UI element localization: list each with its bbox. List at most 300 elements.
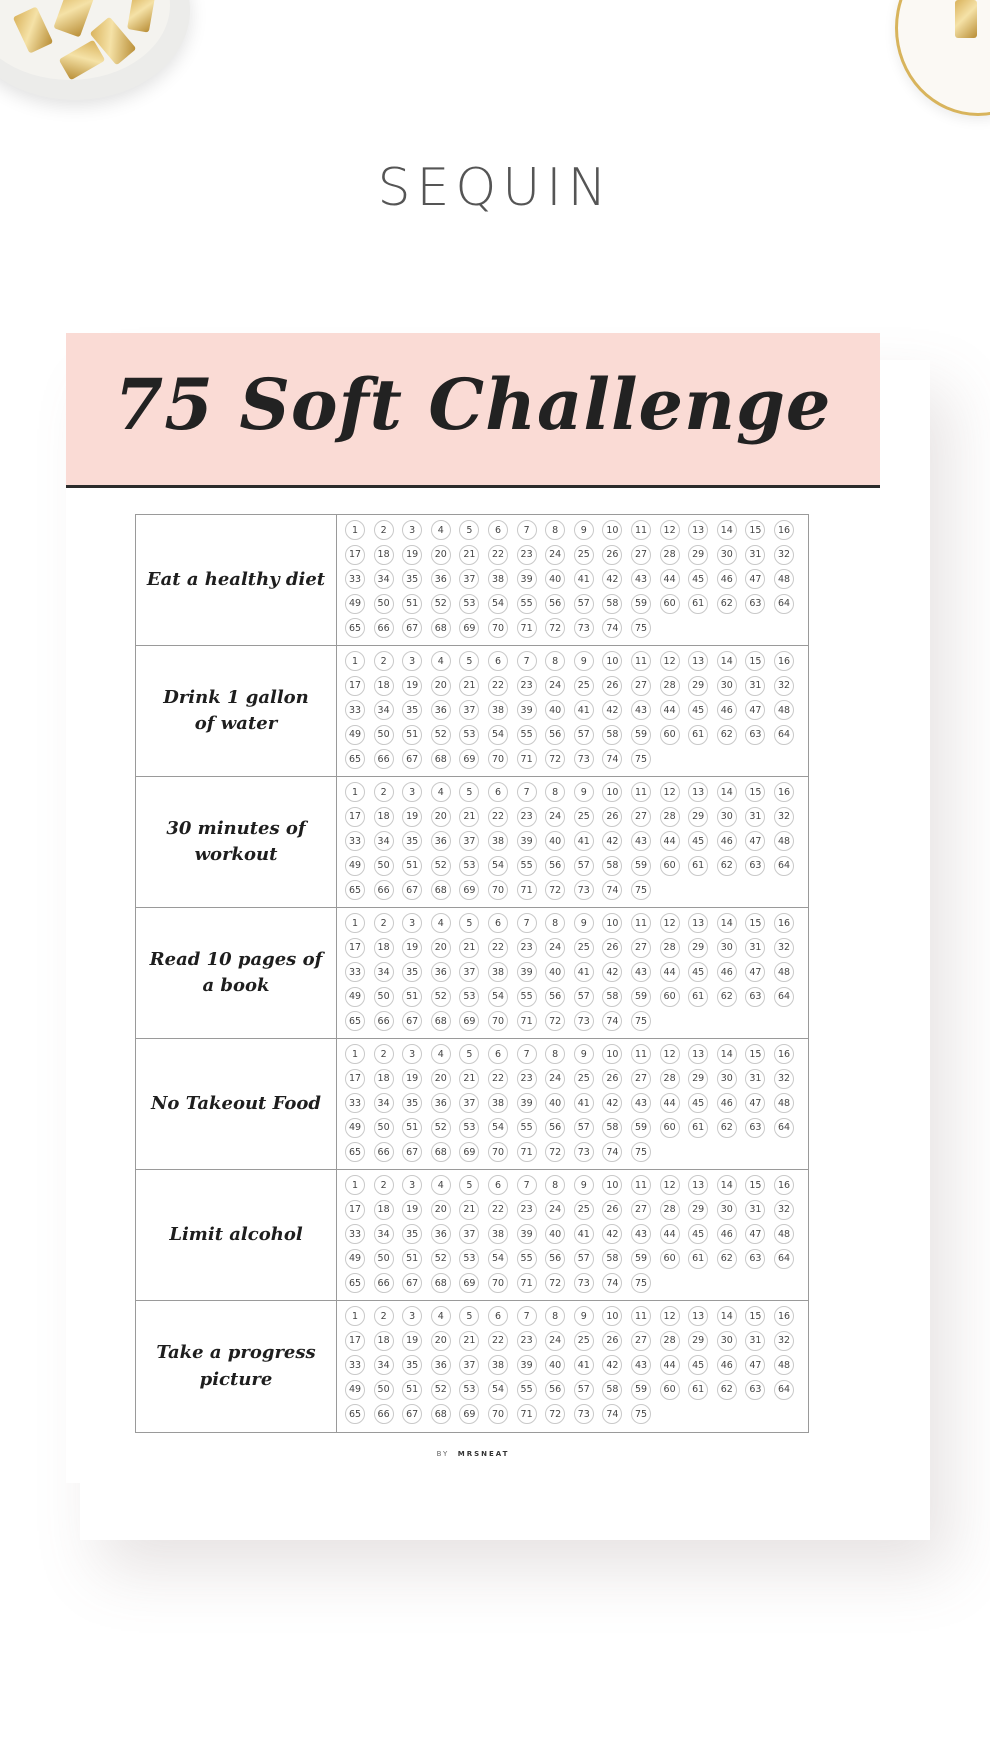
day-circle[interactable]: 54	[488, 987, 508, 1007]
day-circle[interactable]: 75	[631, 880, 651, 900]
day-circle[interactable]: 72	[545, 1142, 565, 1162]
day-circle[interactable]: 66	[374, 1273, 394, 1293]
day-circle[interactable]: 33	[345, 831, 365, 851]
day-circle[interactable]: 70	[488, 618, 508, 638]
day-circle[interactable]: 51	[402, 856, 422, 876]
day-circle[interactable]: 31	[745, 807, 765, 827]
day-circle[interactable]: 47	[745, 831, 765, 851]
day-circle[interactable]: 56	[545, 856, 565, 876]
day-circle[interactable]: 75	[631, 618, 651, 638]
day-circle[interactable]: 6	[488, 913, 508, 933]
day-circle[interactable]: 30	[717, 1331, 737, 1351]
day-circle[interactable]: 35	[402, 1093, 422, 1113]
day-circle[interactable]: 10	[602, 1306, 622, 1326]
day-circle[interactable]: 49	[345, 1118, 365, 1138]
day-circle[interactable]: 41	[574, 1355, 594, 1375]
day-circle[interactable]: 5	[459, 913, 479, 933]
day-circle[interactable]: 29	[688, 676, 708, 696]
day-circle[interactable]: 48	[774, 1355, 794, 1375]
day-circle[interactable]: 69	[459, 1011, 479, 1031]
day-circle[interactable]: 13	[688, 520, 708, 540]
day-circle[interactable]: 32	[774, 1200, 794, 1220]
day-circle[interactable]: 38	[488, 1224, 508, 1244]
day-circle[interactable]: 74	[602, 1011, 622, 1031]
day-circle[interactable]: 28	[660, 938, 680, 958]
day-circle[interactable]: 28	[660, 807, 680, 827]
day-circle[interactable]: 21	[459, 676, 479, 696]
day-circle[interactable]: 4	[431, 782, 451, 802]
day-circle[interactable]: 66	[374, 749, 394, 769]
day-circle[interactable]: 42	[602, 1224, 622, 1244]
day-circle[interactable]: 5	[459, 1306, 479, 1326]
day-circle[interactable]: 45	[688, 1224, 708, 1244]
day-circle[interactable]: 39	[517, 700, 537, 720]
day-circle[interactable]: 61	[688, 1380, 708, 1400]
day-circle[interactable]: 16	[774, 651, 794, 671]
day-circle[interactable]: 15	[745, 520, 765, 540]
day-circle[interactable]: 18	[374, 938, 394, 958]
day-circle[interactable]: 20	[431, 938, 451, 958]
day-circle[interactable]: 44	[660, 1224, 680, 1244]
day-circle[interactable]: 71	[517, 749, 537, 769]
day-circle[interactable]: 72	[545, 618, 565, 638]
day-circle[interactable]: 71	[517, 1142, 537, 1162]
day-circle[interactable]: 9	[574, 1306, 594, 1326]
day-circle[interactable]: 25	[574, 807, 594, 827]
day-circle[interactable]: 58	[602, 1380, 622, 1400]
day-circle[interactable]: 61	[688, 594, 708, 614]
day-circle[interactable]: 15	[745, 1306, 765, 1326]
day-circle[interactable]: 12	[660, 782, 680, 802]
day-circle[interactable]: 71	[517, 880, 537, 900]
day-circle[interactable]: 23	[517, 1331, 537, 1351]
day-circle[interactable]: 3	[402, 520, 422, 540]
day-circle[interactable]: 48	[774, 1093, 794, 1113]
day-circle[interactable]: 63	[745, 1249, 765, 1269]
day-circle[interactable]: 33	[345, 962, 365, 982]
day-circle[interactable]: 67	[402, 1273, 422, 1293]
day-circle[interactable]: 30	[717, 1069, 737, 1089]
day-circle[interactable]: 2	[374, 913, 394, 933]
day-circle[interactable]: 10	[602, 1044, 622, 1064]
day-circle[interactable]: 31	[745, 1069, 765, 1089]
day-circle[interactable]: 65	[345, 1142, 365, 1162]
day-circle[interactable]: 42	[602, 700, 622, 720]
day-circle[interactable]: 64	[774, 856, 794, 876]
day-circle[interactable]: 6	[488, 1044, 508, 1064]
day-circle[interactable]: 60	[660, 594, 680, 614]
day-circle[interactable]: 59	[631, 1249, 651, 1269]
day-circle[interactable]: 48	[774, 569, 794, 589]
day-circle[interactable]: 66	[374, 1142, 394, 1162]
day-circle[interactable]: 30	[717, 938, 737, 958]
day-circle[interactable]: 44	[660, 1093, 680, 1113]
day-circle[interactable]: 50	[374, 725, 394, 745]
day-circle[interactable]: 57	[574, 725, 594, 745]
day-circle[interactable]: 70	[488, 749, 508, 769]
day-circle[interactable]: 14	[717, 651, 737, 671]
day-circle[interactable]: 34	[374, 700, 394, 720]
day-circle[interactable]: 4	[431, 1306, 451, 1326]
day-circle[interactable]: 46	[717, 569, 737, 589]
day-circle[interactable]: 51	[402, 1249, 422, 1269]
day-circle[interactable]: 26	[602, 545, 622, 565]
day-circle[interactable]: 4	[431, 1175, 451, 1195]
day-circle[interactable]: 74	[602, 880, 622, 900]
day-circle[interactable]: 51	[402, 1380, 422, 1400]
day-circle[interactable]: 34	[374, 1093, 394, 1113]
day-circle[interactable]: 57	[574, 856, 594, 876]
day-circle[interactable]: 39	[517, 962, 537, 982]
day-circle[interactable]: 64	[774, 1118, 794, 1138]
day-circle[interactable]: 25	[574, 1069, 594, 1089]
day-circle[interactable]: 69	[459, 1404, 479, 1424]
day-circle[interactable]: 3	[402, 913, 422, 933]
day-circle[interactable]: 67	[402, 1404, 422, 1424]
day-circle[interactable]: 59	[631, 856, 651, 876]
day-circle[interactable]: 43	[631, 1224, 651, 1244]
day-circle[interactable]: 54	[488, 856, 508, 876]
day-circle[interactable]: 53	[459, 856, 479, 876]
day-circle[interactable]: 33	[345, 700, 365, 720]
day-circle[interactable]: 11	[631, 1175, 651, 1195]
day-circle[interactable]: 74	[602, 1404, 622, 1424]
day-circle[interactable]: 60	[660, 987, 680, 1007]
day-circle[interactable]: 28	[660, 545, 680, 565]
day-circle[interactable]: 46	[717, 831, 737, 851]
day-circle[interactable]: 20	[431, 1331, 451, 1351]
day-circle[interactable]: 22	[488, 676, 508, 696]
day-circle[interactable]: 57	[574, 987, 594, 1007]
day-circle[interactable]: 7	[517, 651, 537, 671]
day-circle[interactable]: 21	[459, 545, 479, 565]
day-circle[interactable]: 68	[431, 618, 451, 638]
day-circle[interactable]: 44	[660, 700, 680, 720]
day-circle[interactable]: 26	[602, 1069, 622, 1089]
day-circle[interactable]: 13	[688, 782, 708, 802]
day-circle[interactable]: 46	[717, 1355, 737, 1375]
day-circle[interactable]: 23	[517, 676, 537, 696]
day-circle[interactable]: 71	[517, 1273, 537, 1293]
day-circle[interactable]: 42	[602, 1093, 622, 1113]
day-circle[interactable]: 50	[374, 594, 394, 614]
day-circle[interactable]: 12	[660, 520, 680, 540]
day-circle[interactable]: 29	[688, 1069, 708, 1089]
day-circle[interactable]: 72	[545, 1273, 565, 1293]
day-circle[interactable]: 7	[517, 913, 537, 933]
day-circle[interactable]: 12	[660, 1306, 680, 1326]
day-circle[interactable]: 31	[745, 1331, 765, 1351]
day-circle[interactable]: 23	[517, 938, 537, 958]
day-circle[interactable]: 6	[488, 651, 508, 671]
day-circle[interactable]: 68	[431, 1273, 451, 1293]
day-circle[interactable]: 34	[374, 1224, 394, 1244]
day-circle[interactable]: 15	[745, 1044, 765, 1064]
day-circle[interactable]: 62	[717, 594, 737, 614]
day-circle[interactable]: 21	[459, 807, 479, 827]
day-circle[interactable]: 38	[488, 962, 508, 982]
day-circle[interactable]: 18	[374, 1200, 394, 1220]
day-circle[interactable]: 43	[631, 831, 651, 851]
day-circle[interactable]: 22	[488, 1331, 508, 1351]
day-circle[interactable]: 13	[688, 651, 708, 671]
day-circle[interactable]: 64	[774, 594, 794, 614]
day-circle[interactable]: 8	[545, 1175, 565, 1195]
day-circle[interactable]: 68	[431, 1404, 451, 1424]
day-circle[interactable]: 20	[431, 1200, 451, 1220]
day-circle[interactable]: 45	[688, 1355, 708, 1375]
day-circle[interactable]: 56	[545, 725, 565, 745]
day-circle[interactable]: 22	[488, 807, 508, 827]
day-circle[interactable]: 27	[631, 807, 651, 827]
day-circle[interactable]: 42	[602, 1355, 622, 1375]
day-circle[interactable]: 18	[374, 545, 394, 565]
day-circle[interactable]: 33	[345, 569, 365, 589]
day-circle[interactable]: 24	[545, 1331, 565, 1351]
day-circle[interactable]: 19	[402, 676, 422, 696]
day-circle[interactable]: 73	[574, 1273, 594, 1293]
day-circle[interactable]: 17	[345, 1331, 365, 1351]
day-circle[interactable]: 11	[631, 520, 651, 540]
day-circle[interactable]: 2	[374, 520, 394, 540]
day-circle[interactable]: 35	[402, 700, 422, 720]
day-circle[interactable]: 58	[602, 987, 622, 1007]
day-circle[interactable]: 72	[545, 1404, 565, 1424]
day-circle[interactable]: 3	[402, 651, 422, 671]
day-circle[interactable]: 39	[517, 1355, 537, 1375]
day-circle[interactable]: 7	[517, 1175, 537, 1195]
day-circle[interactable]: 34	[374, 831, 394, 851]
day-circle[interactable]: 44	[660, 831, 680, 851]
day-circle[interactable]: 49	[345, 1249, 365, 1269]
day-circle[interactable]: 51	[402, 725, 422, 745]
day-circle[interactable]: 4	[431, 651, 451, 671]
day-circle[interactable]: 11	[631, 782, 651, 802]
day-circle[interactable]: 56	[545, 987, 565, 1007]
day-circle[interactable]: 62	[717, 856, 737, 876]
day-circle[interactable]: 52	[431, 856, 451, 876]
day-circle[interactable]: 24	[545, 676, 565, 696]
day-circle[interactable]: 32	[774, 545, 794, 565]
day-circle[interactable]: 67	[402, 1142, 422, 1162]
day-circle[interactable]: 31	[745, 938, 765, 958]
day-circle[interactable]: 56	[545, 594, 565, 614]
day-circle[interactable]: 32	[774, 807, 794, 827]
day-circle[interactable]: 51	[402, 594, 422, 614]
day-circle[interactable]: 40	[545, 700, 565, 720]
day-circle[interactable]: 3	[402, 1044, 422, 1064]
day-circle[interactable]: 59	[631, 1380, 651, 1400]
day-circle[interactable]: 57	[574, 1118, 594, 1138]
day-circle[interactable]: 28	[660, 1200, 680, 1220]
day-circle[interactable]: 28	[660, 1069, 680, 1089]
day-circle[interactable]: 4	[431, 913, 451, 933]
day-circle[interactable]: 8	[545, 913, 565, 933]
day-circle[interactable]: 34	[374, 1355, 394, 1375]
day-circle[interactable]: 24	[545, 938, 565, 958]
day-circle[interactable]: 1	[345, 782, 365, 802]
day-circle[interactable]: 62	[717, 725, 737, 745]
day-circle[interactable]: 37	[459, 700, 479, 720]
day-circle[interactable]: 5	[459, 1175, 479, 1195]
day-circle[interactable]: 35	[402, 1355, 422, 1375]
day-circle[interactable]: 30	[717, 1200, 737, 1220]
day-circle[interactable]: 61	[688, 1118, 708, 1138]
day-circle[interactable]: 26	[602, 807, 622, 827]
day-circle[interactable]: 46	[717, 1224, 737, 1244]
day-circle[interactable]: 22	[488, 1200, 508, 1220]
day-circle[interactable]: 63	[745, 987, 765, 1007]
day-circle[interactable]: 59	[631, 594, 651, 614]
day-circle[interactable]: 68	[431, 749, 451, 769]
day-circle[interactable]: 62	[717, 1380, 737, 1400]
day-circle[interactable]: 53	[459, 1380, 479, 1400]
day-circle[interactable]: 6	[488, 520, 508, 540]
day-circle[interactable]: 70	[488, 880, 508, 900]
day-circle[interactable]: 29	[688, 938, 708, 958]
day-circle[interactable]: 18	[374, 676, 394, 696]
day-circle[interactable]: 60	[660, 856, 680, 876]
day-circle[interactable]: 51	[402, 1118, 422, 1138]
day-circle[interactable]: 49	[345, 987, 365, 1007]
day-circle[interactable]: 43	[631, 569, 651, 589]
day-circle[interactable]: 65	[345, 1273, 365, 1293]
day-circle[interactable]: 17	[345, 938, 365, 958]
day-circle[interactable]: 65	[345, 1404, 365, 1424]
day-circle[interactable]: 36	[431, 700, 451, 720]
day-circle[interactable]: 70	[488, 1273, 508, 1293]
day-circle[interactable]: 10	[602, 1175, 622, 1195]
day-circle[interactable]: 33	[345, 1224, 365, 1244]
day-circle[interactable]: 60	[660, 1249, 680, 1269]
day-circle[interactable]: 36	[431, 1093, 451, 1113]
day-circle[interactable]: 22	[488, 545, 508, 565]
day-circle[interactable]: 67	[402, 880, 422, 900]
day-circle[interactable]: 66	[374, 1011, 394, 1031]
day-circle[interactable]: 64	[774, 725, 794, 745]
day-circle[interactable]: 18	[374, 1331, 394, 1351]
day-circle[interactable]: 40	[545, 1093, 565, 1113]
day-circle[interactable]: 39	[517, 569, 537, 589]
day-circle[interactable]: 33	[345, 1093, 365, 1113]
day-circle[interactable]: 36	[431, 569, 451, 589]
day-circle[interactable]: 53	[459, 1249, 479, 1269]
day-circle[interactable]: 26	[602, 676, 622, 696]
day-circle[interactable]: 19	[402, 807, 422, 827]
day-circle[interactable]: 49	[345, 1380, 365, 1400]
day-circle[interactable]: 56	[545, 1380, 565, 1400]
day-circle[interactable]: 18	[374, 807, 394, 827]
day-circle[interactable]: 71	[517, 1404, 537, 1424]
day-circle[interactable]: 5	[459, 651, 479, 671]
day-circle[interactable]: 2	[374, 782, 394, 802]
day-circle[interactable]: 36	[431, 1355, 451, 1375]
day-circle[interactable]: 32	[774, 1069, 794, 1089]
day-circle[interactable]: 57	[574, 1380, 594, 1400]
day-circle[interactable]: 21	[459, 1069, 479, 1089]
day-circle[interactable]: 22	[488, 1069, 508, 1089]
day-circle[interactable]: 2	[374, 1306, 394, 1326]
day-circle[interactable]: 9	[574, 651, 594, 671]
day-circle[interactable]: 14	[717, 782, 737, 802]
day-circle[interactable]: 65	[345, 880, 365, 900]
day-circle[interactable]: 68	[431, 1142, 451, 1162]
day-circle[interactable]: 8	[545, 651, 565, 671]
day-circle[interactable]: 16	[774, 520, 794, 540]
day-circle[interactable]: 1	[345, 520, 365, 540]
day-circle[interactable]: 39	[517, 1093, 537, 1113]
day-circle[interactable]: 47	[745, 1224, 765, 1244]
day-circle[interactable]: 26	[602, 938, 622, 958]
day-circle[interactable]: 39	[517, 831, 537, 851]
day-circle[interactable]: 65	[345, 618, 365, 638]
day-circle[interactable]: 75	[631, 1273, 651, 1293]
day-circle[interactable]: 12	[660, 1044, 680, 1064]
day-circle[interactable]: 58	[602, 1249, 622, 1269]
day-circle[interactable]: 21	[459, 1200, 479, 1220]
day-circle[interactable]: 23	[517, 545, 537, 565]
day-circle[interactable]: 30	[717, 545, 737, 565]
day-circle[interactable]: 14	[717, 520, 737, 540]
day-circle[interactable]: 36	[431, 1224, 451, 1244]
day-circle[interactable]: 3	[402, 1175, 422, 1195]
day-circle[interactable]: 22	[488, 938, 508, 958]
day-circle[interactable]: 31	[745, 676, 765, 696]
day-circle[interactable]: 23	[517, 1200, 537, 1220]
day-circle[interactable]: 17	[345, 1200, 365, 1220]
day-circle[interactable]: 29	[688, 545, 708, 565]
day-circle[interactable]: 62	[717, 1118, 737, 1138]
day-circle[interactable]: 3	[402, 782, 422, 802]
day-circle[interactable]: 13	[688, 1306, 708, 1326]
day-circle[interactable]: 61	[688, 856, 708, 876]
day-circle[interactable]: 8	[545, 782, 565, 802]
day-circle[interactable]: 38	[488, 1355, 508, 1375]
day-circle[interactable]: 6	[488, 1306, 508, 1326]
day-circle[interactable]: 70	[488, 1404, 508, 1424]
day-circle[interactable]: 48	[774, 962, 794, 982]
day-circle[interactable]: 53	[459, 1118, 479, 1138]
day-circle[interactable]: 18	[374, 1069, 394, 1089]
day-circle[interactable]: 64	[774, 1249, 794, 1269]
day-circle[interactable]: 34	[374, 569, 394, 589]
day-circle[interactable]: 59	[631, 725, 651, 745]
day-circle[interactable]: 43	[631, 1093, 651, 1113]
day-circle[interactable]: 1	[345, 1175, 365, 1195]
day-circle[interactable]: 12	[660, 651, 680, 671]
day-circle[interactable]: 40	[545, 569, 565, 589]
day-circle[interactable]: 31	[745, 1200, 765, 1220]
day-circle[interactable]: 41	[574, 962, 594, 982]
day-circle[interactable]: 15	[745, 782, 765, 802]
day-circle[interactable]: 5	[459, 520, 479, 540]
day-circle[interactable]: 59	[631, 987, 651, 1007]
day-circle[interactable]: 71	[517, 618, 537, 638]
day-circle[interactable]: 69	[459, 618, 479, 638]
day-circle[interactable]: 2	[374, 1044, 394, 1064]
day-circle[interactable]: 28	[660, 1331, 680, 1351]
day-circle[interactable]: 14	[717, 1044, 737, 1064]
day-circle[interactable]: 52	[431, 725, 451, 745]
day-circle[interactable]: 42	[602, 569, 622, 589]
day-circle[interactable]: 66	[374, 618, 394, 638]
day-circle[interactable]: 27	[631, 676, 651, 696]
day-circle[interactable]: 64	[774, 1380, 794, 1400]
day-circle[interactable]: 36	[431, 831, 451, 851]
day-circle[interactable]: 55	[517, 1249, 537, 1269]
day-circle[interactable]: 42	[602, 962, 622, 982]
day-circle[interactable]: 50	[374, 1118, 394, 1138]
